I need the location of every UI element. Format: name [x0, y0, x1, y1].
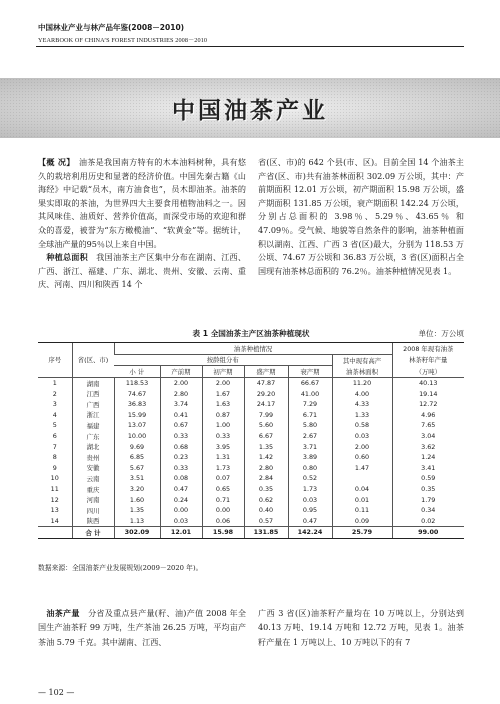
table-cell: 9	[52, 463, 57, 472]
table-cell: 0.71	[202, 494, 244, 505]
table-cell: 1.60	[114, 494, 160, 505]
table-cell: 0.47	[160, 484, 202, 495]
table-cell: 0.58	[332, 420, 392, 431]
table-cell: 3.51	[114, 473, 160, 484]
header-group: 油茶种植情况	[114, 343, 392, 355]
header-stage-4: 衰产期	[288, 366, 332, 378]
table-cell: 4.33	[332, 399, 392, 410]
table-cell: 0.04	[332, 484, 392, 495]
table-cell: 6.67	[244, 431, 288, 442]
table-cell: 河南	[72, 494, 114, 505]
paragraph-area-cont: 省(区、市)的 642 个县(市、区)。目前全国 14 个油茶主产省(区、市)共有油茶林面积 302.09 万公顷，其中：产前期面积 12.01 万公顷，初产期面积 15.98 万公顷，盛产期面积 131.85 万公顷，衰产期面积 142.24 万公顷，分别占总面积的 3.98％、5.29％、43.65％ 和 47.09％。受气候、地貌等自然条件的影响，油茶种植面积以湖南、江西、广西 3 省(区)最大，分别为 118.53 万公顷、74.67 万公顷和 36.83 万公顷，3 省(区)面积占全国现有油茶林总面积的 76.2％。油茶种植情况见表 1。	[258, 157, 464, 276]
table-cell: 2.80	[244, 463, 288, 474]
overview-text: 油茶是我国南方特有的木本油料树种，具有悠久的栽培利用历史和显著的经济价值。中国先秦古籍《山海经》中记载“员木，南方油食也”，员木即油茶。油茶的果实即取的茶油，为世界四大主要食用植物油料之一。因其风味佳、油质好、营养价值高，而深受市场的欢迎和群众的喜爱，被誉为“东方橄榄油”、“软黄金”等。据统计，全球油产量的95％以上来自中国。	[38, 157, 246, 249]
left-column	[38, 156, 246, 292]
table-cell: 4.96	[392, 410, 464, 421]
table-cell: 湖南	[72, 377, 114, 388]
table-cell: 0.03	[332, 431, 392, 442]
table-cell: 0.95	[288, 505, 332, 516]
table-row	[38, 420, 464, 431]
table-cell: 云南	[72, 473, 114, 484]
table-cell: 广东	[72, 431, 114, 442]
table-row	[38, 452, 464, 463]
table-row	[38, 441, 464, 452]
table-cell: 13.07	[114, 420, 160, 431]
table-cell: 安徽	[72, 463, 114, 474]
table-cell: 0.03	[288, 494, 332, 505]
header-seq: 序号	[38, 343, 72, 378]
table-total-cell: 142.24	[288, 527, 332, 539]
table-cell: 0.03	[160, 516, 202, 527]
table-cell: 1.79	[392, 494, 464, 505]
table-cell: 1.35	[114, 505, 160, 516]
table-total-cell: 25.79	[332, 527, 392, 539]
table-total-row	[38, 527, 464, 539]
bottom-left-column	[38, 606, 246, 649]
header-stage-2: 初产期	[202, 366, 244, 378]
header-right-c: （万吨）	[392, 366, 464, 378]
table-cell: 1.42	[244, 452, 288, 463]
table-cell: 2	[52, 389, 57, 398]
table-cell: 0.65	[202, 484, 244, 495]
table-cell: 1.31	[202, 452, 244, 463]
table-cell: 0.67	[160, 420, 202, 431]
table-row	[38, 410, 464, 421]
yield-heading: 油茶产量	[46, 608, 80, 618]
right-column	[258, 156, 464, 278]
table-cell: 10.00	[114, 431, 160, 442]
table-cell: 0.52	[288, 473, 332, 484]
table-cell: 3.04	[392, 431, 464, 442]
table-cell: 0.09	[332, 516, 392, 527]
table-cell: 14	[50, 516, 59, 525]
table-row	[38, 399, 464, 410]
table-row	[38, 484, 464, 495]
running-header-cn: 中国林业产业与林产品年鉴(2008－2010)	[38, 23, 185, 32]
table-cell: 5.80	[288, 420, 332, 431]
header-stage-1: 产前期	[160, 366, 202, 378]
table-cell: 1.24	[392, 452, 464, 463]
table-cell: 47.87	[244, 377, 288, 388]
table-row	[38, 494, 464, 505]
header-right-a: 2008 年现有油茶	[392, 343, 464, 355]
table-cell: 1.73	[288, 484, 332, 495]
table-cell: 0.33	[202, 431, 244, 442]
table-cell: 陕西	[72, 516, 114, 527]
table-cell: 四川	[72, 505, 114, 516]
table-cell: 5.60	[244, 420, 288, 431]
table-cell: 2.80	[160, 388, 202, 399]
table-cell	[332, 473, 392, 484]
table-cell: 3	[52, 400, 57, 409]
table-cell: 6	[52, 432, 57, 441]
table-cell: 5.67	[114, 463, 160, 474]
table-cell: 3.41	[392, 463, 464, 474]
table-cell: 0.06	[202, 516, 244, 527]
table-cell: 7.99	[244, 410, 288, 421]
bottom-right-column	[258, 606, 464, 649]
table-cell: 0.47	[288, 516, 332, 527]
header-right-b: 林茶籽年产量	[392, 354, 464, 366]
table-cell: 12	[50, 495, 59, 504]
table-source: 数据来源：全国油茶产业发展规划(2009－2020 年)。	[38, 564, 203, 572]
table-cell: 0.40	[244, 505, 288, 516]
header-stage-3: 盛产期	[244, 366, 288, 378]
table-row	[38, 388, 464, 399]
table-row	[38, 473, 464, 484]
table-cell: 0.07	[202, 473, 244, 484]
table-cell: 福建	[72, 420, 114, 431]
table-cell: 29.20	[244, 388, 288, 399]
header-rule	[36, 46, 464, 47]
table-cell: 广西	[72, 399, 114, 410]
table-cell: 41.00	[288, 388, 332, 399]
table-cell: 5	[52, 421, 57, 430]
table-cell: 12.72	[392, 399, 464, 410]
table-cell: 0.34	[392, 505, 464, 516]
table-cell: 2.00	[332, 441, 392, 452]
table-cell: 1.33	[332, 410, 392, 421]
table-cell: 0.62	[244, 494, 288, 505]
table-cell: 浙江	[72, 410, 114, 421]
table-cell: 8	[52, 453, 57, 462]
table-cell: 7.65	[392, 420, 464, 431]
table-cell: 40.13	[392, 377, 464, 388]
table-caption: 表 1 全国油茶主产区油茶种植现状	[192, 329, 310, 338]
page-number: — 102 —	[38, 688, 75, 697]
table-cell: 0.60	[332, 452, 392, 463]
table-row	[38, 516, 464, 527]
table-row	[38, 505, 464, 516]
table-total-cell: 12.01	[160, 527, 202, 539]
table-total-cell: 合 计	[72, 527, 114, 539]
header-high-yield-b: 油茶林面积	[332, 366, 392, 378]
table-cell: 36.83	[114, 399, 160, 410]
yield-text: 分省及重点县产量(籽、油)产值 2008 年全国生产油茶籽 99 万吨，生产茶油 26.25 万吨，平均亩产茶油 5.79 千克。其中湖南、江西、	[38, 608, 246, 647]
table-cell: 0.80	[288, 463, 332, 474]
table-cell: 1.13	[114, 516, 160, 527]
overview-heading: 【概 况】	[38, 157, 71, 167]
table-cell: 1.73	[202, 463, 244, 474]
table-cell: 3.62	[392, 441, 464, 452]
table-cell: 2.67	[288, 431, 332, 442]
table-cell: 1.00	[202, 420, 244, 431]
table-cell: 0.87	[202, 410, 244, 421]
table-cell: 江西	[72, 388, 114, 399]
table-row	[38, 377, 464, 388]
paragraph-area	[38, 251, 246, 292]
table-cell: 66.67	[288, 377, 332, 388]
table-cell: 13	[50, 506, 59, 515]
table-cell: 6.85	[114, 452, 160, 463]
table-cell: 11.20	[332, 377, 392, 388]
table-cell: 3.74	[160, 399, 202, 410]
table-cell: 重庆	[72, 484, 114, 495]
table-row	[38, 463, 464, 474]
area-heading: 种植总面积	[46, 252, 88, 263]
table-cell: 3.20	[114, 484, 160, 495]
header-by-stage: 按龄组分布	[114, 354, 332, 366]
table-cell: 1.67	[202, 388, 244, 399]
table-cell: 贵州	[72, 452, 114, 463]
table-cell: 9.69	[114, 441, 160, 452]
table-cell: 10	[50, 474, 59, 483]
area-text: 我国油茶主产区集中分布在湖南、江西、广西、浙江、福建、广东、湖北、贵州、安徽、云南、重庆、河南、四川和陕西 14 个	[38, 252, 246, 290]
table-cell: 0.59	[392, 473, 464, 484]
table-cell: 1	[52, 379, 57, 388]
table-cell: 0.41	[160, 410, 202, 421]
table-cell: 118.53	[114, 377, 160, 388]
table-cell: 0.33	[160, 431, 202, 442]
table-cell: 0.35	[244, 484, 288, 495]
table-total-cell: 302.09	[114, 527, 160, 539]
table-cell: 0.68	[160, 441, 202, 452]
table-cell: 0.24	[160, 494, 202, 505]
running-header-en: YEARBOOK OF CHINA’S FOREST INDUSTRIES 2008－2010	[38, 37, 208, 44]
table-cell: 0.00	[160, 505, 202, 516]
table-cell: 0.23	[160, 452, 202, 463]
table-cell: 3.71	[288, 441, 332, 452]
table-cell: 0.00	[202, 505, 244, 516]
table-cell: 1.63	[202, 399, 244, 410]
table-total-cell: 15.98	[202, 527, 244, 539]
yield-text-cont: 广西 3 省(区)油茶籽产量均在 10 万吨以上，分别达到 40.13 万吨、19.14 万吨和 12.72 万吨，见表 1。油茶籽产量在 1 万吨以上、10 万吨以下的有 7	[258, 608, 464, 647]
table-cell: 3.89	[288, 452, 332, 463]
table-cell: 湖北	[72, 441, 114, 452]
table-cell: 0.57	[244, 516, 288, 527]
table-cell: 0.11	[332, 505, 392, 516]
table-cell: 1.35	[244, 441, 288, 452]
header-high-yield-a: 其中现有高产	[332, 354, 392, 366]
table-cell: 3.95	[202, 441, 244, 452]
table-row	[38, 431, 464, 442]
table-cell: 0.35	[392, 484, 464, 495]
table-cell: 15.99	[114, 410, 160, 421]
table-cell: 4	[52, 410, 57, 419]
table-total-cell: 99.00	[392, 527, 464, 539]
table-cell: 24.17	[244, 399, 288, 410]
table-cell: 2.00	[160, 377, 202, 388]
table-cell: 2.84	[244, 473, 288, 484]
table-cell: 4.00	[332, 388, 392, 399]
header-region: 省(区、市)	[72, 343, 114, 378]
table-unit: 单位：万公顷	[418, 329, 464, 338]
table-cell: 1.47	[332, 463, 392, 474]
table-cell: 0.08	[160, 473, 202, 484]
table-cell: 19.14	[392, 388, 464, 399]
table-cell: 11	[50, 485, 59, 494]
table-cell: 0.33	[160, 463, 202, 474]
table-cell: 7.29	[288, 399, 332, 410]
table-cell: 0.02	[392, 516, 464, 527]
table-cell: 74.67	[114, 388, 160, 399]
table-cell: 6.71	[288, 410, 332, 421]
paragraph-overview	[38, 156, 246, 251]
table-cell: 2.00	[202, 377, 244, 388]
table-cell: 7	[52, 442, 57, 451]
header-subtotal: 小 计	[114, 366, 160, 378]
table-cell: 0.01	[332, 494, 392, 505]
table-total-cell	[38, 527, 72, 539]
planting-table	[38, 342, 464, 539]
table-total-cell: 131.85	[244, 527, 288, 539]
page-title: 中国油茶产业	[172, 98, 328, 124]
